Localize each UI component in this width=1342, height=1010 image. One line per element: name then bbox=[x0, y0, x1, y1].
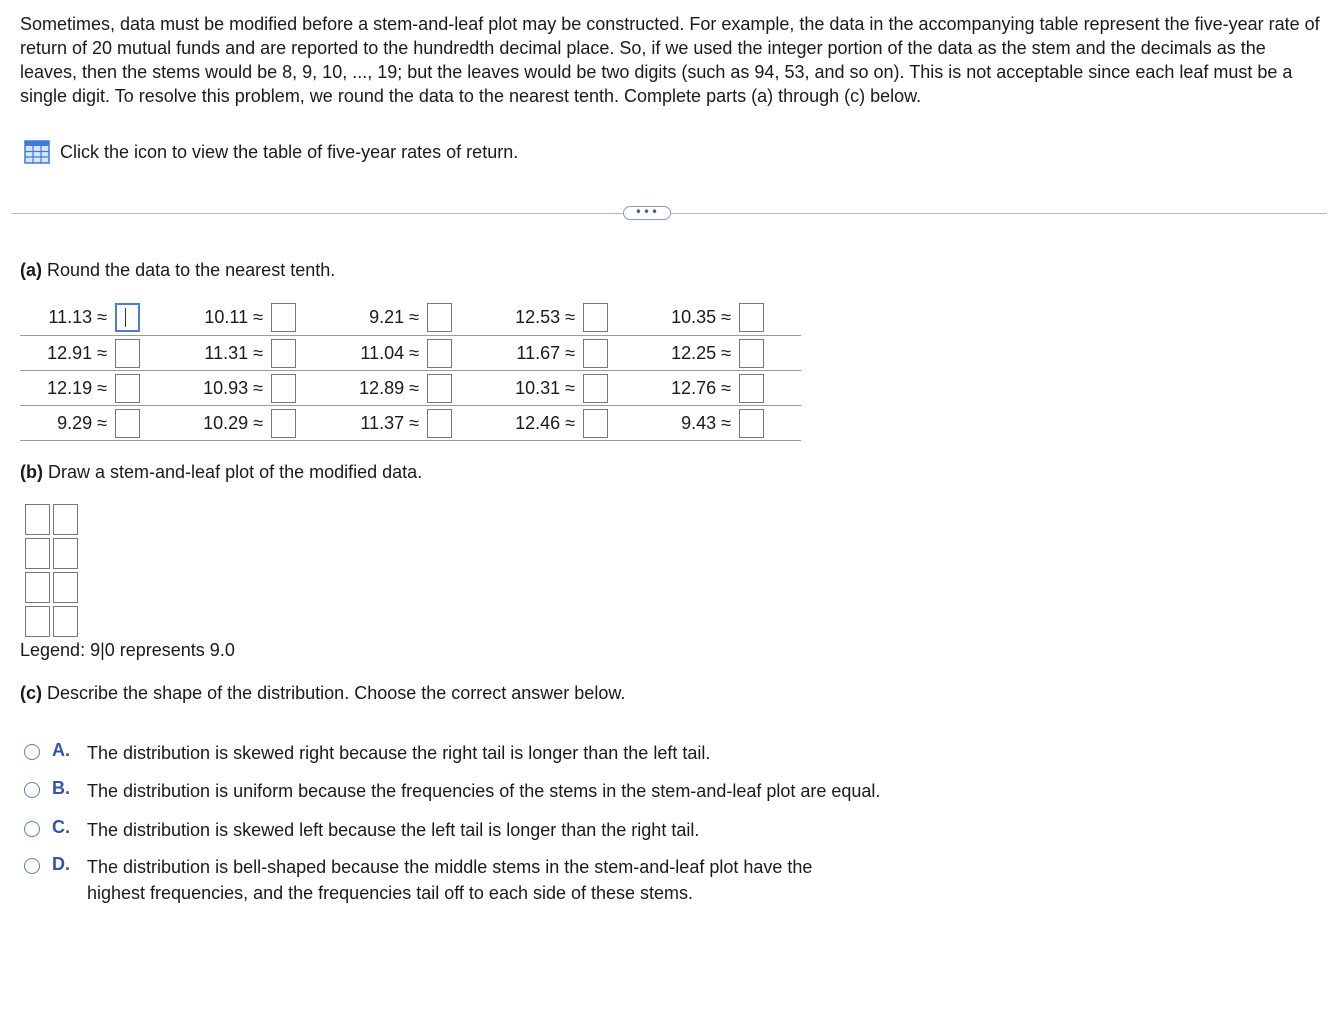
data-value: 12.53 ≈ bbox=[515, 307, 575, 327]
data-value: 10.31 ≈ bbox=[515, 378, 575, 398]
table-grid-icon[interactable] bbox=[24, 140, 50, 164]
data-value: 10.93 ≈ bbox=[203, 378, 263, 398]
data-table-link[interactable] bbox=[24, 139, 518, 165]
choice-a[interactable] bbox=[24, 740, 984, 766]
data-value: 12.89 ≈ bbox=[359, 378, 419, 398]
leaf-input[interactable] bbox=[53, 606, 78, 637]
part-a-label: (a) bbox=[20, 260, 42, 280]
data-value: 10.35 ≈ bbox=[671, 307, 731, 327]
leaf-input[interactable] bbox=[53, 504, 78, 535]
stem-leaf-legend: Legend: 9|0 represents 9.0 bbox=[20, 640, 235, 660]
choice-letter: B. bbox=[52, 778, 70, 798]
data-value: 10.11 ≈ bbox=[204, 307, 263, 327]
table-cell bbox=[20, 371, 764, 405]
data-value: 11.13 ≈ bbox=[48, 307, 107, 327]
choice-letter: D. bbox=[52, 854, 70, 874]
part-b-text: Draw a stem-and-leaf plot of the modified data. bbox=[48, 462, 423, 482]
stem-leaf-row bbox=[25, 606, 81, 637]
stem-leaf-row bbox=[25, 538, 81, 569]
data-value: 12.25 ≈ bbox=[671, 343, 731, 363]
choice-text: The distribution is skewed left because the left tail is longer than the right tail. bbox=[87, 820, 700, 840]
part-c-question bbox=[20, 681, 625, 705]
choice-text: The distribution is skewed right because the right tail is longer than the left tail. bbox=[87, 743, 711, 763]
table-row bbox=[20, 336, 801, 371]
data-value: 12.91 ≈ bbox=[47, 343, 107, 363]
rounded-value-input[interactable] bbox=[739, 339, 764, 368]
data-value: 9.29 ≈ bbox=[57, 413, 107, 433]
choice-letter: A. bbox=[52, 740, 70, 760]
table-row bbox=[20, 371, 801, 406]
data-value: 9.43 ≈ bbox=[681, 413, 731, 433]
data-value: 11.67 ≈ bbox=[516, 343, 575, 363]
rounded-value-input[interactable] bbox=[739, 409, 764, 438]
data-value: 12.19 ≈ bbox=[47, 378, 107, 398]
part-a-question bbox=[20, 258, 335, 282]
part-a-text: Round the data to the nearest tenth. bbox=[47, 260, 336, 280]
data-value: 12.46 ≈ bbox=[515, 413, 575, 433]
choice-d[interactable] bbox=[24, 854, 824, 906]
data-value: 11.37 ≈ bbox=[360, 413, 419, 433]
choice-b[interactable] bbox=[24, 778, 984, 804]
stem-leaf-row bbox=[25, 504, 81, 535]
rounded-value-input[interactable] bbox=[739, 374, 764, 403]
stem-input[interactable] bbox=[25, 572, 50, 603]
rounding-table bbox=[20, 300, 801, 441]
more-options-button[interactable]: ••• bbox=[623, 206, 671, 220]
data-value: 11.04 ≈ bbox=[360, 343, 419, 363]
leaf-input[interactable] bbox=[53, 572, 78, 603]
choice-letter: C. bbox=[52, 817, 70, 837]
choice-text: The distribution is uniform because the frequencies of the stems in the stem-and-leaf plot are equal. bbox=[87, 781, 881, 801]
table-row bbox=[20, 300, 801, 336]
table-row bbox=[20, 406, 801, 441]
stem-input[interactable] bbox=[25, 538, 50, 569]
stem-leaf-row bbox=[25, 572, 81, 603]
choice-text: The distribution is bell-shaped because the middle stems in the stem-and-leaf plot have the highest frequencies, and the frequencies tail off to each side of these stems. bbox=[87, 857, 813, 903]
data-value: 9.21 ≈ bbox=[369, 307, 419, 327]
part-c-text: Describe the shape of the distribution. Choose the correct answer below. bbox=[47, 683, 626, 703]
radio-button[interactable] bbox=[24, 821, 40, 837]
leaf-input[interactable] bbox=[53, 538, 78, 569]
table-cell bbox=[20, 300, 764, 334]
choice-c[interactable] bbox=[24, 817, 984, 843]
icon-hint-text: Click the icon to view the table of five-year rates of return. bbox=[60, 141, 519, 162]
radio-button[interactable] bbox=[24, 782, 40, 798]
stem-input[interactable] bbox=[25, 606, 50, 637]
radio-button[interactable] bbox=[24, 858, 40, 874]
table-cell bbox=[20, 336, 764, 370]
data-value: 11.31 ≈ bbox=[204, 343, 263, 363]
part-b-question bbox=[20, 460, 422, 484]
data-value: 12.76 ≈ bbox=[671, 378, 731, 398]
data-value: 10.29 ≈ bbox=[203, 413, 263, 433]
radio-button[interactable] bbox=[24, 744, 40, 760]
part-b-label: (b) bbox=[20, 462, 43, 482]
rounded-value-input[interactable] bbox=[739, 303, 764, 332]
problem-statement: Sometimes, data must be modified before a stem-and-leaf plot may be constructed. For example, the data in the accompanying table represent the five-year rate of return of 20 mutual funds and are reported to the hundredth decimal place. So, if we used the integer portion of the data as the stem and the decimals as the leaves, then the stems would be 8, 9, 10, ..., 19; but the leaves would be two digits (such as 94, 53, and so on). This is not acceptable since each leaf must be a single digit. To resolve this problem, we round the data to the nearest tenth. Complete parts (a) through (c) below. bbox=[20, 14, 1320, 106]
part-c-label: (c) bbox=[20, 683, 42, 703]
table-cell bbox=[20, 406, 764, 440]
stem-input[interactable] bbox=[25, 504, 50, 535]
